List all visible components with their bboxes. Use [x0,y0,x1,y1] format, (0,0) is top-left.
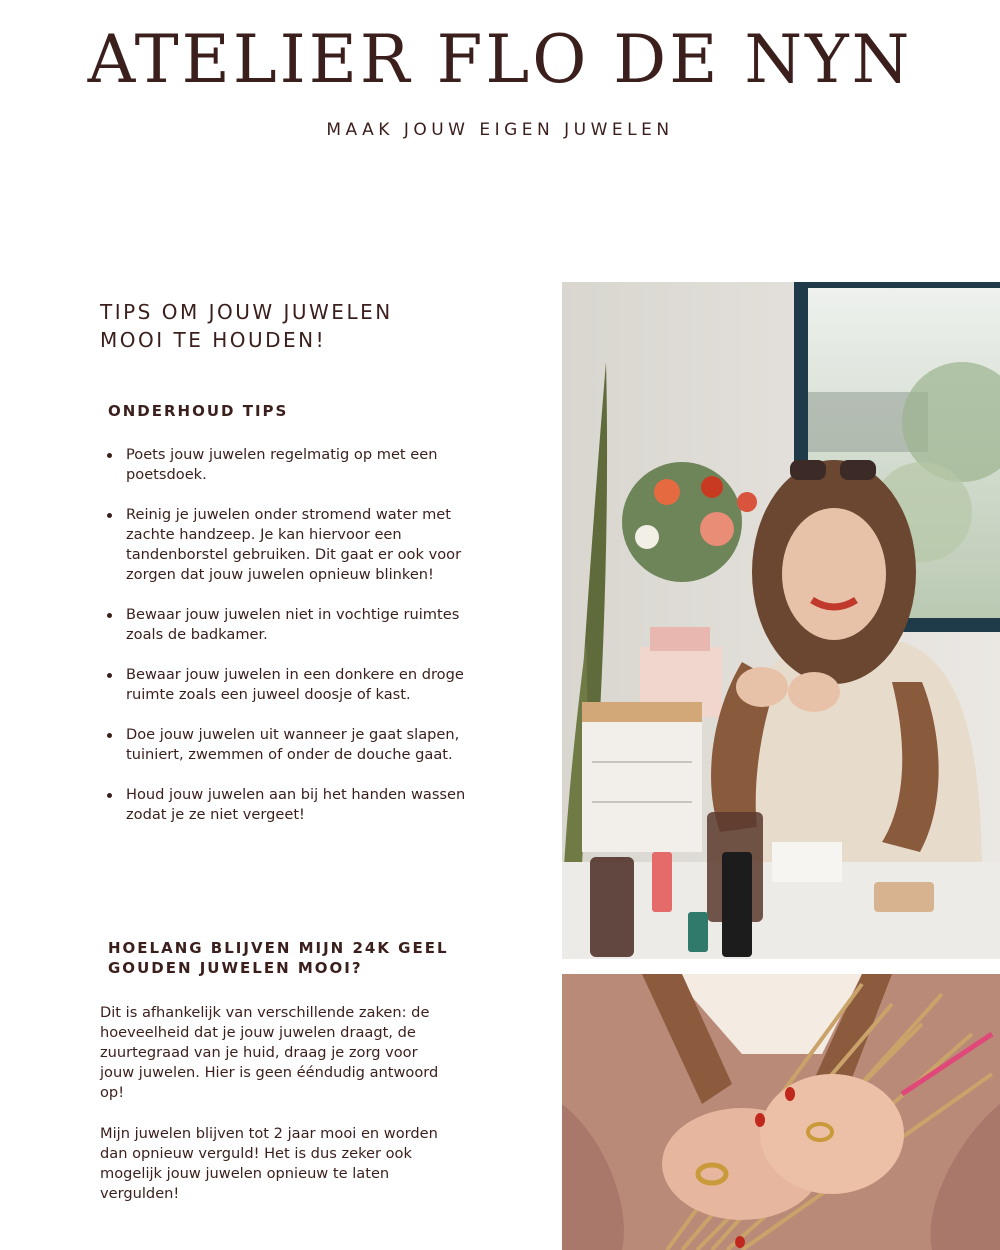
maintenance-heading: ONDERHOUD TIPS [108,402,289,420]
tip-item: Houd jouw juwelen aan bij het handen wassen zodat je ze niet vergeet! [126,785,476,825]
faq-heading [108,938,449,978]
tip-item: Bewaar jouw juwelen in een donkere en droge ruimte zoals een juweel doosje of kast. [126,665,476,705]
workshop-photo [562,282,1000,959]
faq-heading-line1: HOELANG BLIJVEN MIJN 24K GEEL [108,939,449,957]
brand-title: ATELIER FLO DE NYN [87,21,913,98]
tip-item: Bewaar jouw juwelen niet in vochtige ruimtes zoals de badkamer. [126,605,476,645]
faq-heading-line2: GOUDEN JUWELEN MOOI? [108,959,363,977]
section-title [100,298,500,354]
faq-answer-paragraph: Dit is afhankelijk van verschillende zaken: de hoeveelheid dat je jouw juwelen draagt, de zuurtegraad van je huid, draag je zorg voor jouw juwelen. Hier is geen ééndudig antwoord op! [100,1004,439,1101]
tagline: MAAK JOUW EIGEN JUWELEN [326,120,674,140]
section-title-line2: MOOI TE HOUDEN! [100,328,327,352]
tip-item: Poets jouw juwelen regelmatig op met een poetsdoek. [126,445,476,485]
faq-answer-paragraph: Mijn juwelen blijven tot 2 jaar mooi en worden dan opnieuw verguld! Het is dus zeker ook mogelijk jouw juwelen opnieuw te laten vergulden! [100,1125,438,1202]
tip-item: Doe jouw juwelen uit wanneer je gaat slapen, tuiniert, zwemmen of onder de douche gaat. [126,725,476,765]
tips-list [100,445,476,845]
tip-item: Reinig je juwelen onder stromend water met zachte handzeep. Je kan hiervoor een tandenborstel gebruiken. Dit gaat er ook voor zorgen dat jouw juwelen opnieuw blinken! [126,505,476,585]
hands-rings-photo [562,974,1000,1250]
section-title-line1: TIPS OM JOUW JUWELEN [100,300,393,324]
